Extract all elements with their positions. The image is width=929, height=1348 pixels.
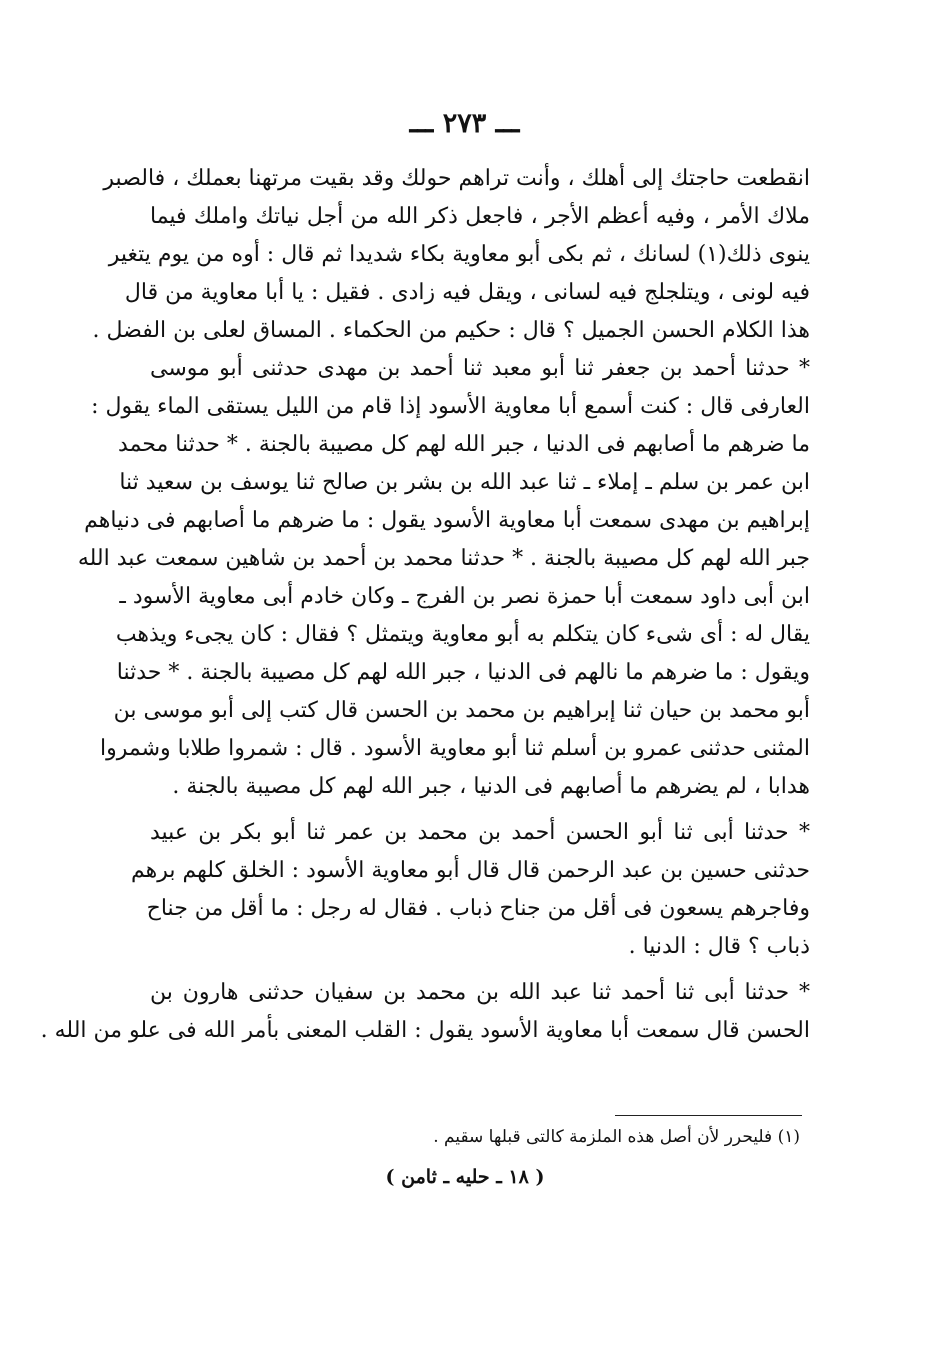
body-text (40, 160, 810, 1050)
paragraph-gap (150, 806, 810, 814)
text-line: * حدثنا أحمد بن جعفر ثنا أبو معبد ثنا أحمد بن مهدى حدثنى أبو موسى (150, 356, 810, 381)
paragraph-gap (150, 966, 810, 974)
text-line: وفاجرهم يسعون فى أقل من جناح ذباب . فقال له رجل : ما أقل من جناح (146, 896, 810, 921)
text-line: إبراهيم بن مهدى سمعت أبا معاوية الأسود يقول : ما ضرهم ما أصابهم فى دنياهم (84, 508, 810, 533)
text-line: انقطعت حاجتك إلى أهلك ، وأنت تراهم حولك وقد بقيت مرتهنا بعملك ، فالصبر (103, 166, 810, 191)
text-line: فيه لونى ، ويتلجلج فيه لسانى ، ويقل فيه زادى . فقيل : يا أبا معاوية من قال (124, 280, 810, 305)
text-line: حدثنى حسين بن عبد الرحمن قال قال أبو معاوية الأسود : الخلق كلهم برهم (131, 858, 810, 883)
text-line: ويقول : ما ضرهم ما نالهم فى الدنيا ، جبر الله لهم كل مصيبة بالجنة . * حدثنا (116, 660, 810, 685)
paragraph-1 (92, 160, 810, 350)
paragraph-2 (77, 350, 810, 806)
text-line: أبو محمد بن حيان ثنا إبراهيم بن محمد بن الحسن قال كتب إلى أبو موسى بن (113, 698, 810, 723)
text-line: ذباب ؟ قال : الدنيا . (628, 934, 810, 959)
text-line: ينوى ذلك(١) لسانك ، ثم بكى أبو معاوية بكاء شديدا ثم قال : أوه من يوم يتغير (108, 242, 810, 267)
text-line: الحسن قال سمعت أبا معاوية الأسود يقول : القلب المعنى بأمر الله فى علو من الله . (40, 1018, 810, 1043)
footnote: (١) فليحرر لأن أصل هذه الملزمة كالتى قبلها سقيم . (433, 1127, 800, 1147)
text-line: ملاك الأمر ، وفيه أعظم الأجر ، فاجعل ذكر الله من أجل نياتك واملك فيما (150, 204, 810, 229)
paragraph-3 (131, 814, 810, 966)
text-line: جبر الله لهم كل مصيبة بالجنة . * حدثنا محمد بن أحمد بن شاهين سمعت عبد الله (77, 546, 810, 571)
text-line: ما ضرهم ما أصابهم فى الدنيا ، جبر الله لهم كل مصيبة بالجنة . * حدثنا محمد (118, 432, 810, 457)
text-line: * حدثنا أبى ثنا أحمد ثنا عبد الله بن محمد بن سفيان حدثنى هارون بن (150, 980, 810, 1005)
text-line: هدابا ، لم يضرهم ما أصابهم فى الدنيا ، جبر الله لهم كل مصيبة بالجنة . (172, 774, 810, 799)
text-line: ابن عمر بن سلم ـ إملاء ـ ثنا عبد الله بن بشر بن صالح ثنا يوسف بن سعيد ثنا (119, 470, 810, 495)
footnote-divider (615, 1115, 802, 1116)
text-line: * حدثنا أبى ثنا أبو الحسن أحمد بن محمد بن عمر ثنا أبو بكر بن عبيد (150, 820, 810, 845)
paragraph-4 (40, 974, 810, 1050)
page-number: ـــ ٢٧٣ ـــ (409, 108, 520, 139)
text-line: ابن أبى داود سمعت أبا حمزة نصر بن الفرج ـ وكان خادم أبى معاوية الأسود ـ (119, 584, 810, 609)
text-line: هذا الكلام الحسن الجميل ؟ قال : حكيم من الحكماء . المساق لعلى بن الفضل . (92, 318, 810, 343)
text-line: المثنى حدثنى عمرو بن أسلم ثنا أبو معاوية الأسود . قال : شمروا طلابا وشمروا (100, 736, 810, 761)
text-line: العارفى قال : كنت أسمع أبا معاوية الأسود إذا قام من الليل يستقى الماء يقول : (91, 394, 810, 419)
printer-signature: ( ١٨ ـ حليه ـ ثامن ) (385, 1166, 545, 1188)
text-line: يقال له : أى شىء كان يتكلم به أبو معاوية ويتمثل ؟ فقال : كان يجىء ويذهب (115, 622, 810, 647)
